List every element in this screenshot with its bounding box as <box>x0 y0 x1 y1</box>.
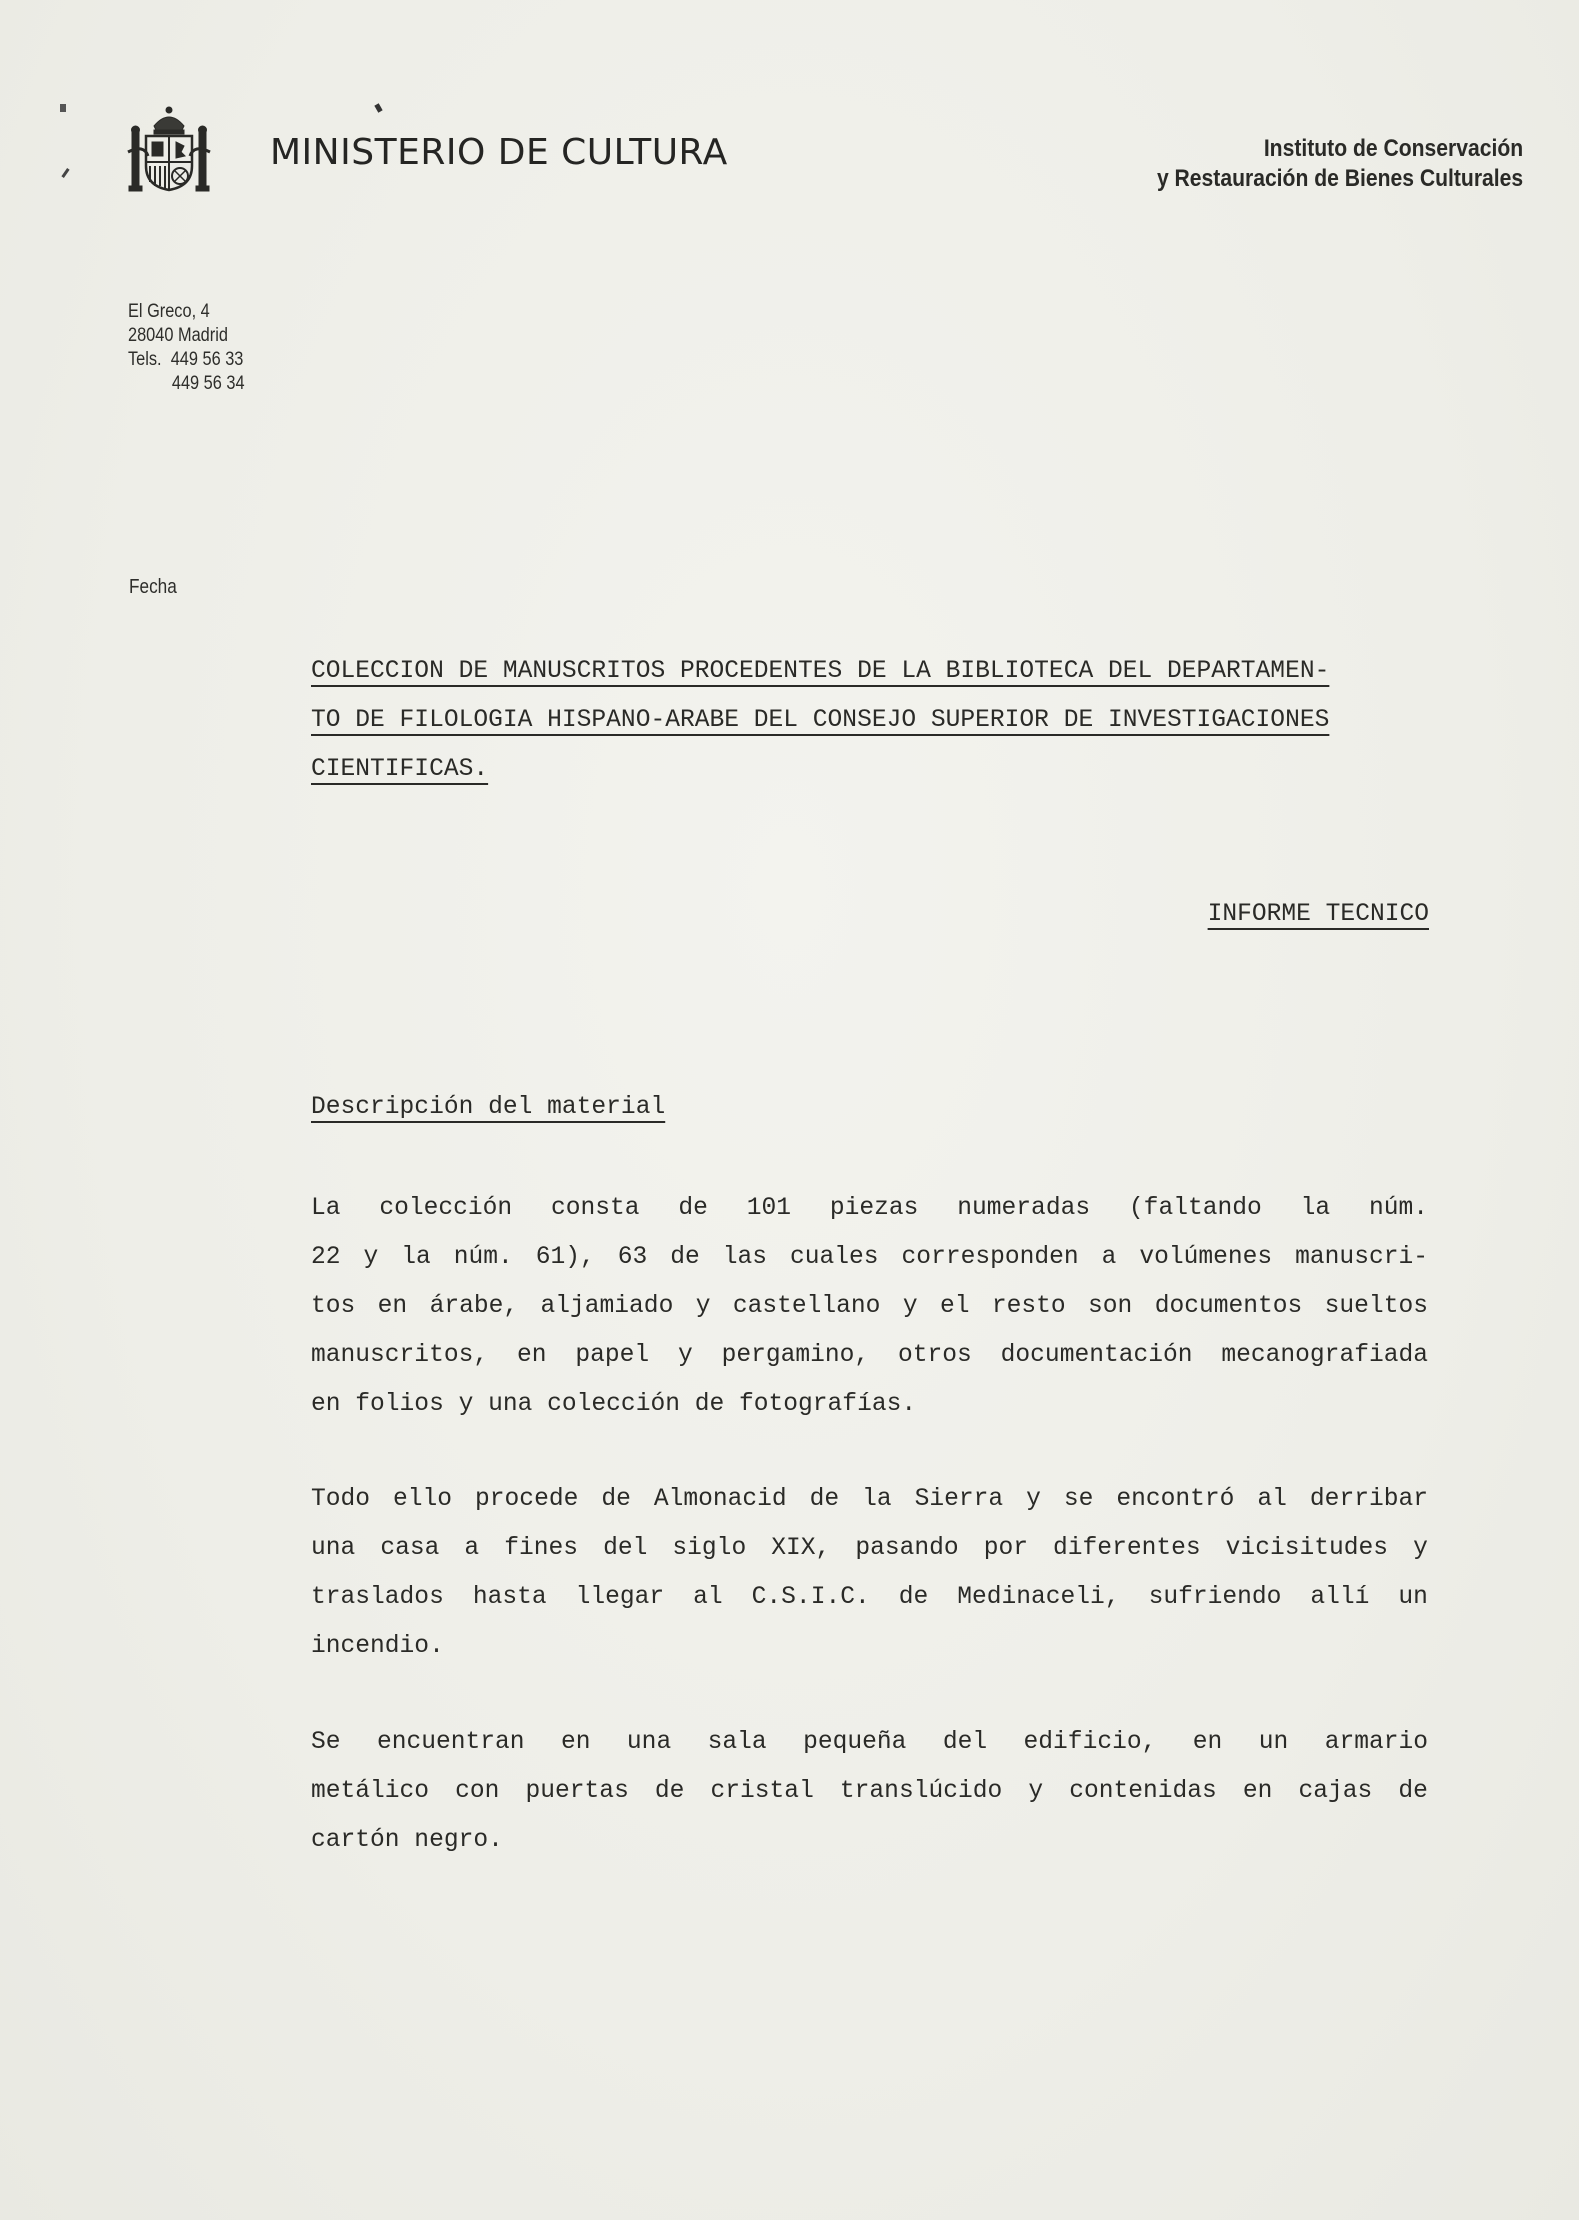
word: papel <box>575 1342 650 1369</box>
word: Sierra <box>914 1486 1004 1513</box>
word: pasando <box>855 1535 959 1562</box>
word: resto <box>991 1293 1066 1320</box>
document-title-line-2: TO DE FILOLOGIA HISPANO-ARABE DEL CONSEJO SUPERIOR DE INVESTIGACIONES <box>311 707 1330 734</box>
word: en <box>560 1729 591 1756</box>
coat-of-arms-icon <box>124 104 214 194</box>
word: Se <box>311 1729 341 1756</box>
word: manuscritos, <box>311 1342 489 1369</box>
word: procede <box>475 1486 579 1513</box>
word: manuscri- <box>1295 1244 1428 1271</box>
word: de <box>678 1195 708 1222</box>
word: cristal <box>710 1778 814 1805</box>
word: las <box>722 1244 768 1271</box>
report-type-label: INFORME TECNICO <box>1207 901 1429 928</box>
word: documentación <box>1000 1342 1193 1369</box>
word: consta <box>551 1195 640 1222</box>
word: del <box>942 1729 988 1756</box>
word: piezas <box>829 1195 919 1222</box>
word: translúcido <box>839 1778 1003 1805</box>
section-heading: Descripción del material <box>311 1094 666 1121</box>
word: la <box>862 1486 892 1513</box>
word: C.S.I.C. <box>751 1584 870 1611</box>
word: pergamino, <box>721 1342 870 1369</box>
word: contenidas <box>1069 1778 1217 1805</box>
word: árabe, <box>429 1293 519 1320</box>
paragraph-3 <box>311 1718 1428 1865</box>
word: en <box>1242 1778 1273 1805</box>
word: un <box>1398 1584 1428 1611</box>
date-label: Fecha <box>129 576 177 598</box>
paragraph-line <box>311 1767 1428 1816</box>
word: numeradas <box>957 1195 1091 1222</box>
word: castellano <box>732 1293 881 1320</box>
institute-name <box>1157 134 1523 194</box>
paragraph-line: incendio. <box>311 1633 444 1660</box>
word: hasta <box>472 1584 547 1611</box>
word: tos <box>311 1293 356 1320</box>
word: 22 <box>311 1244 341 1271</box>
address-street: El Greco, 4 <box>128 301 210 322</box>
word: ello <box>393 1486 453 1513</box>
scan-speck <box>60 104 66 112</box>
word: en <box>377 1293 408 1320</box>
word: y <box>363 1244 379 1271</box>
word: en <box>1192 1729 1223 1756</box>
word: metálico <box>311 1778 430 1805</box>
tels-label: Tels. <box>128 349 162 370</box>
word: una <box>626 1729 672 1756</box>
word: documentos <box>1154 1293 1303 1320</box>
institute-line-2: y Restauración de Bienes Culturales <box>1156 165 1523 192</box>
paragraph-line <box>311 1233 1428 1282</box>
word: por <box>983 1535 1028 1562</box>
paragraph-2 <box>311 1475 1428 1671</box>
word: encuentran <box>376 1729 525 1756</box>
address-city: 28040 Madrid <box>128 325 228 346</box>
word: vicisitudes <box>1225 1535 1389 1562</box>
word: fines <box>504 1535 579 1562</box>
paragraph-line <box>311 1331 1428 1380</box>
word: la <box>1300 1195 1331 1222</box>
word: y <box>1028 1778 1044 1805</box>
word: edificio, <box>1023 1729 1157 1756</box>
word: núm. <box>453 1244 513 1271</box>
tel-1: 449 56 33 <box>170 349 244 370</box>
word: sueltos <box>1324 1293 1428 1320</box>
word: a <box>464 1535 480 1562</box>
ministry-name: MINISTERIO DE CULTURA <box>270 132 728 173</box>
word: de <box>809 1486 840 1513</box>
word: puertas <box>525 1778 629 1805</box>
word: volúmenes <box>1139 1244 1273 1271</box>
word: Medinaceli, <box>957 1584 1120 1611</box>
word: y <box>902 1293 918 1320</box>
paragraph-line <box>311 1282 1428 1331</box>
word: de <box>601 1486 631 1513</box>
word: derribar <box>1309 1486 1428 1513</box>
word: encontró <box>1116 1486 1235 1513</box>
word: colección <box>379 1195 513 1222</box>
word: a <box>1101 1244 1117 1271</box>
paragraph-line <box>311 1573 1428 1622</box>
paragraph-1 <box>311 1184 1428 1429</box>
paragraph-line <box>311 1184 1428 1233</box>
word: mecanografiada <box>1221 1342 1428 1369</box>
scan-speck <box>374 103 382 112</box>
paragraph-line: en folios y una colección de fotografías. <box>311 1391 917 1418</box>
word: Almonacid <box>653 1486 787 1513</box>
word: XIX, <box>771 1535 831 1562</box>
paragraph-line <box>311 1475 1428 1524</box>
word: de <box>670 1244 700 1271</box>
word: al <box>1257 1486 1287 1513</box>
word: en <box>516 1342 547 1369</box>
word: (faltando <box>1128 1195 1262 1222</box>
word: y <box>695 1293 711 1320</box>
institute-line-1: Instituto de Conservación <box>1263 135 1523 162</box>
word: otros <box>898 1342 972 1369</box>
word: cuales <box>790 1244 879 1271</box>
word: son <box>1088 1293 1133 1320</box>
scan-speck <box>61 168 69 178</box>
paragraph-line <box>311 1718 1428 1767</box>
word: sufriendo <box>1148 1584 1282 1611</box>
word: al <box>693 1584 723 1611</box>
word: Todo <box>311 1486 371 1513</box>
word: con <box>455 1778 500 1805</box>
word: se <box>1063 1486 1094 1513</box>
word: 63 <box>617 1244 648 1271</box>
word: 61), <box>535 1244 595 1271</box>
address-tel-row <box>128 348 245 372</box>
word: y <box>1413 1535 1428 1562</box>
word: traslados <box>311 1584 444 1611</box>
word: un <box>1258 1729 1289 1756</box>
paragraph-line: cartón negro. <box>311 1827 503 1854</box>
word: una <box>311 1535 356 1562</box>
word: diferentes <box>1053 1535 1201 1562</box>
word: 101 <box>746 1195 792 1222</box>
word: cajas <box>1298 1778 1373 1805</box>
word: de <box>1398 1778 1428 1805</box>
word: La <box>311 1195 341 1222</box>
word: pequeña <box>803 1729 907 1756</box>
word: del <box>603 1535 648 1562</box>
word: armario <box>1324 1729 1428 1756</box>
word: allí <box>1310 1584 1370 1611</box>
word: núm. <box>1368 1195 1428 1222</box>
word: aljamiado <box>540 1293 674 1320</box>
word: siglo <box>672 1535 747 1562</box>
document-title-line-3: CIENTIFICAS. <box>311 756 489 783</box>
word: la <box>401 1244 431 1271</box>
address-block <box>128 300 245 396</box>
word: llegar <box>575 1584 665 1611</box>
document-title-line-1: COLECCION DE MANUSCRITOS PROCEDENTES DE LA BIBLIOTECA DEL DEPARTAMEN- <box>311 658 1330 685</box>
word: de <box>898 1584 929 1611</box>
word: corresponden <box>901 1244 1079 1271</box>
word: de <box>654 1778 685 1805</box>
tel-2: 449 56 34 <box>171 373 245 394</box>
word: y <box>677 1342 693 1369</box>
word: casa <box>380 1535 440 1562</box>
word: el <box>939 1293 970 1320</box>
paragraph-line <box>311 1524 1428 1573</box>
word: sala <box>707 1729 767 1756</box>
word: y <box>1026 1486 1041 1513</box>
